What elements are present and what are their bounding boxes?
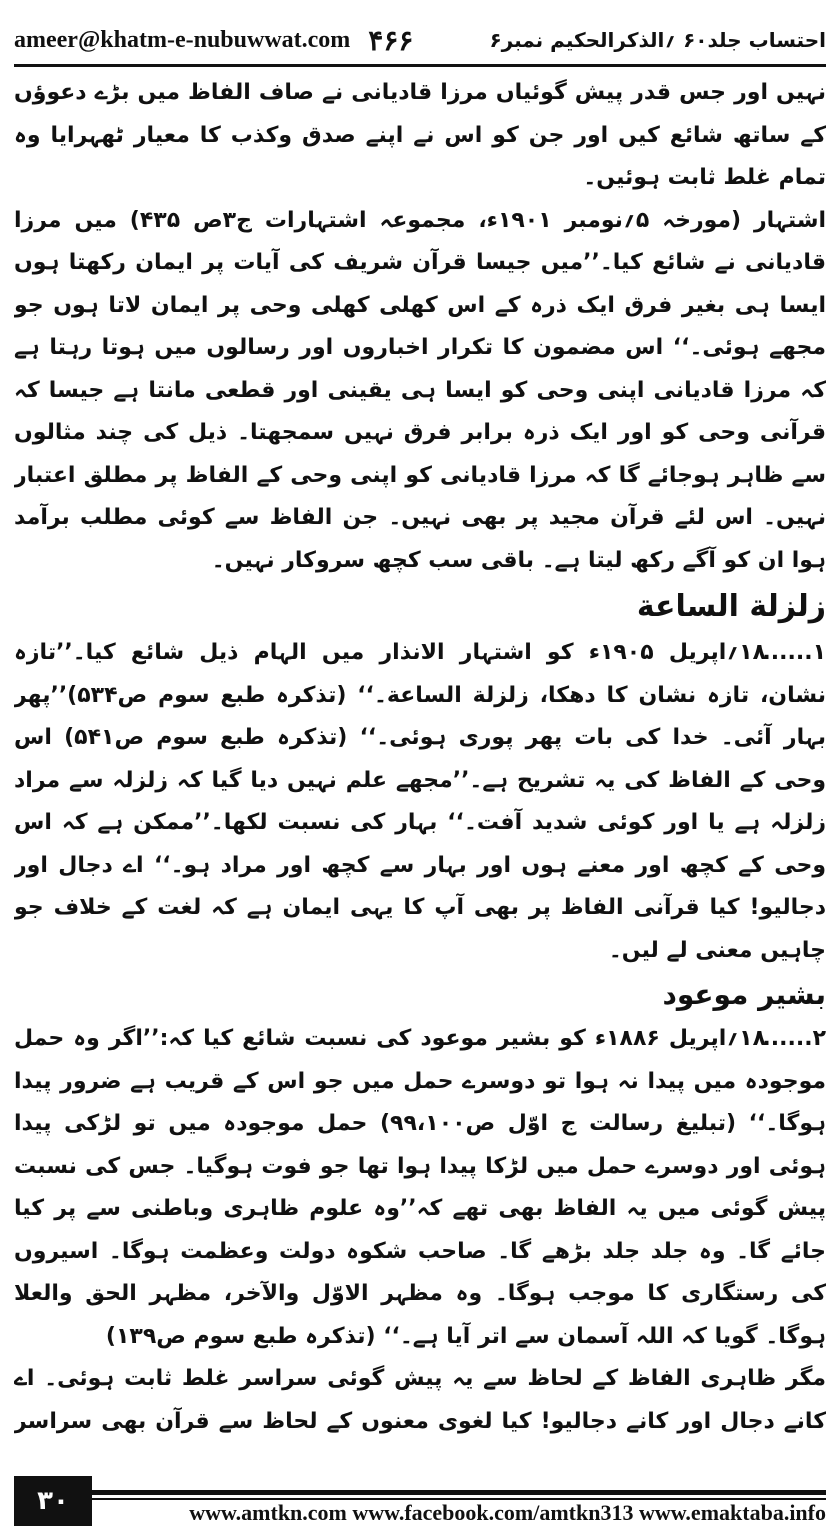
page-header [14,18,826,62]
footer-links[interactable]: www.amtkn.com www.facebook.com/amtkn313 www.emaktaba.info [98,1500,826,1526]
paragraph-zalzala-text: ۱۸؍اپریل ۱۹۰۵ء کو اشتہار الانذار میں الہام ذیل شائع کیا۔’’تازہ نشان، تازہ نشان کا دھکا، زلزلة الساعة۔‘‘ (تذکرہ طبع سوم ص۵۳۴)’’پھر بہار آئی۔ خدا کی بات پھر پوری ہوئی۔‘‘ (تذکرہ طبع سوم ص۵۴۱) اس وحی کے الفاظ کی یہ تشریح ہے۔’’مجھے علم نہیں دیا گیا کہ زلزلہ سے مراد زلزلہ ہے یا اور کوئی شدید آفت۔‘‘ بہار کی نسبت لکھا۔’’ممکن ہے کہ اس وحی کے کچھ اور معنے ہوں اور بہار سے کچھ اور مراد ہو۔‘‘ اے دجال اور دجالیو! کیا قرآنی الفاظ پر بھی آپ کا یہی ایمان ہے کہ لغت کے خلاف جو چاہیں معنی لے لیں۔ [14,640,826,963]
footer-page-number: ۳۰ [14,1476,92,1526]
page-body [14,72,826,1450]
citation-tazkira: (تذکرہ طبع سوم ص۱۳۹) [105,1323,376,1349]
footer-rule [14,1490,826,1495]
header-page-number: ۴۶۶ [368,23,414,57]
header-journal-title: احتساب جلد۶۰ ؍الذکرالحکیم نمبر۶ [489,28,826,52]
header-email: ameer@khatm-e-nubuwwat.com [14,26,351,53]
paragraph-bashir [14,1018,826,1358]
item-number-2: ۲...... [762,1026,826,1051]
paragraph-bashir-text: ۱۸؍اپریل ۱۸۸۶ء کو بشیر موعود کی نسبت شائع کیا کہ:’’اگر وہ حمل موجودہ میں پیدا نہ ہوا تو دوسرے حمل میں جو اس کے قریب ہے ضرور پیدا ہوگا۔‘‘ (تبلیغ رسالت ج اوّل ص۹۹،۱۰۰) حمل موجودہ میں تو لڑکی پیدا ہوئی اور دوسرے حمل میں لڑکا پیدا ہوا تھا جو فوت ہوگیا۔ جس کی نسبت پیش گوئی میں یہ الفاظ بھی تھے کہ’’وہ علوم ظاہری وباطنی سے پر کیا جائے گا۔ وہ جلد جلد بڑھے گا۔ صاحب شکوہ دولت وعظمت ہوگا۔ اسیروں کی رستگاری کا موجب ہوگا۔ وہ مظہر الاوّل والآخر، مظہر الحق والعلا ہوگا۔ گویا کہ اللہ آسمان سے اتر آیا ہے۔‘‘ [14,1026,826,1349]
header-left [14,24,413,57]
item-number-1: ۱...... [762,640,826,665]
paragraph-conclusion: مگر ظاہری الفاظ کے لحاظ سے یہ پیش گوئی سراسر غلط ثابت ہوئی۔ اے کانے دجال اور کانے دجالیو! کیا لغوی معنوں کے لحاظ سے قرآن بھی سراسر [14,1366,826,1434]
header-rule [14,64,826,67]
paragraph-zalzala [14,632,826,972]
section-heading-zalzala: زلزلة الساعة [636,589,826,624]
page-footer [14,1476,826,1526]
paragraph-intro: نہیں اور جس قدر پیش گوئیاں مرزا قادیانی نے صاف الفاظ میں بڑے دعوؤں کے ساتھ شائع کیں اور جن کو اس نے اپنے صدق وکذب کا معیار ٹھہرایا وہ تمام غلط ثابت ہوئیں۔ [14,80,826,190]
section-heading-bashir: بشیر موعود [662,978,826,1011]
paragraph-ishtihar: اشتہار (مورخہ ۵؍نومبر ۱۹۰۱ء، مجموعہ اشتہارات ج۳ص ۴۳۵) میں مرزا قادیانی نے شائع کیا۔’’میں جیسا قرآن شریف کی آیات پر ایمان رکھتا ہوں ایسا ہی بغیر فرق ایک ذرہ کے اس کھلی کھلی وحی پر ایمان لاتا ہوں جو مجھے ہوئی۔‘‘ اس مضمون کا تکرار اخباروں اور رسالوں میں ہوتا رہتا ہے کہ مرزا قادیانی اپنی وحی کو ایسا ہی یقینی اور قطعی مانتا ہے جیسا کہ قرآنی وحی کو اور ایک ذرہ برابر فرق نہیں سمجھتا۔ ذیل کی چند مثالوں سے ظاہر ہوجائے گا کہ مرزا قادیانی کو اپنی وحی کے الفاظ پر مطلق اعتبار نہیں۔ اس لئے قرآن مجید پر بھی نہیں۔ جن الفاظ سے کوئی مطلب برآمد ہوا ان کو آگے رکھ لیتا ہے۔ باقی سب کچھ سروکار نہیں۔ [14,207,826,573]
